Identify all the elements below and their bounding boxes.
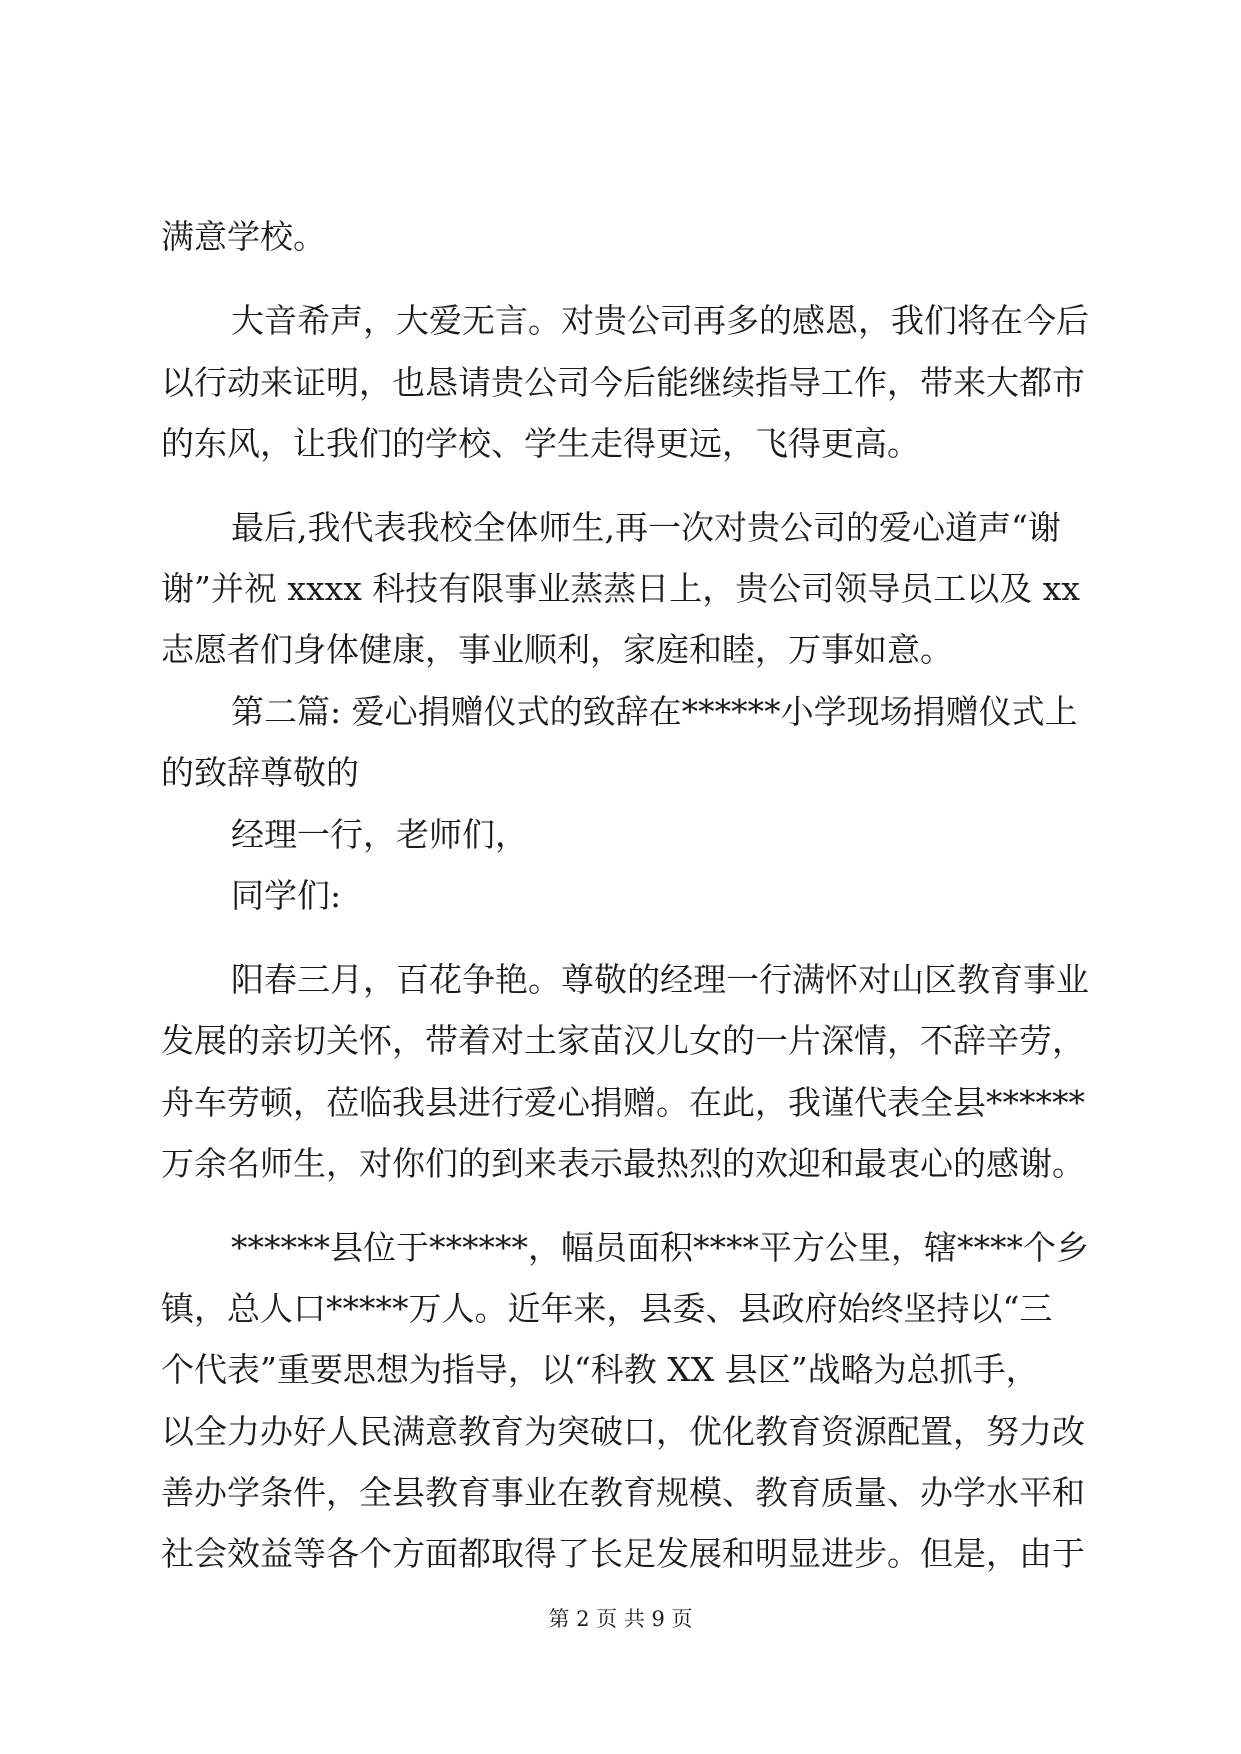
text-line: 镇，总人口*****万人。近年来，县委、县政府始终坚持以“三 <box>161 1289 1053 1328</box>
text-line: 社会效益等各个方面都取得了长足发展和明显进步。但是，由于 <box>161 1534 1085 1573</box>
text-line: 经理一行，老师们， <box>231 815 528 854</box>
text-line: 善办学条件，全县教育事业在教育规模、教育质量、办学水平和 <box>161 1473 1085 1512</box>
text-line: 最后,我代表我校全体师生,再一次对贵公司的爱心道声“谢 <box>231 508 1061 547</box>
text-line: 以行动来证明，也恳请贵公司今后能继续指导工作，带来大都市 <box>161 363 1085 402</box>
text-line: 阳春三月，百花争艳。尊敬的经理一行满怀对山区教育事业 <box>231 960 1089 999</box>
text-line: 舟车劳顿，莅临我县进行爱心捐赠。在此，我谨代表全县****** <box>161 1083 1085 1122</box>
page-number-footer: 第 2 页 共 9 页 <box>548 1607 693 1631</box>
text-line: 谢”并祝 xxxx 科技有限事业蒸蒸日上，贵公司领导员工以及 xx <box>161 569 1081 608</box>
text-line: 以全力办好人民满意教育为突破口，优化教育资源配置，努力改 <box>161 1412 1085 1451</box>
text-line: 同学们: <box>231 876 342 915</box>
text-line: ******县位于******，幅员面积****平方公里，辖****个乡 <box>231 1228 1089 1267</box>
text-line: 第二篇: 爱心捐赠仪式的致辞在******小学现场捐赠仪式上 <box>231 692 1078 731</box>
text-line: 满意学校。 <box>161 217 326 256</box>
text-line: 发展的亲切关怀，带着对土家苗汉儿女的一片深情，不辞辛劳， <box>161 1021 1085 1060</box>
text-line: 的致辞尊敬的 <box>161 753 359 792</box>
text-line: 大音希声，大爱无言。对贵公司再多的感恩，我们将在今后 <box>231 301 1089 340</box>
text-line: 的东风，让我们的学校、学生走得更远，飞得更高。 <box>161 424 920 463</box>
text-line: 个代表”重要思想为指导，以“科教 XX 县区”战略为总抓手， <box>161 1350 1039 1389</box>
text-line: 志愿者们身体健康，事业顺利，家庭和睦，万事如意。 <box>161 630 953 669</box>
text-line: 万余名师生，对你们的到来表示最热烈的欢迎和最衷心的感谢。 <box>161 1144 1085 1183</box>
